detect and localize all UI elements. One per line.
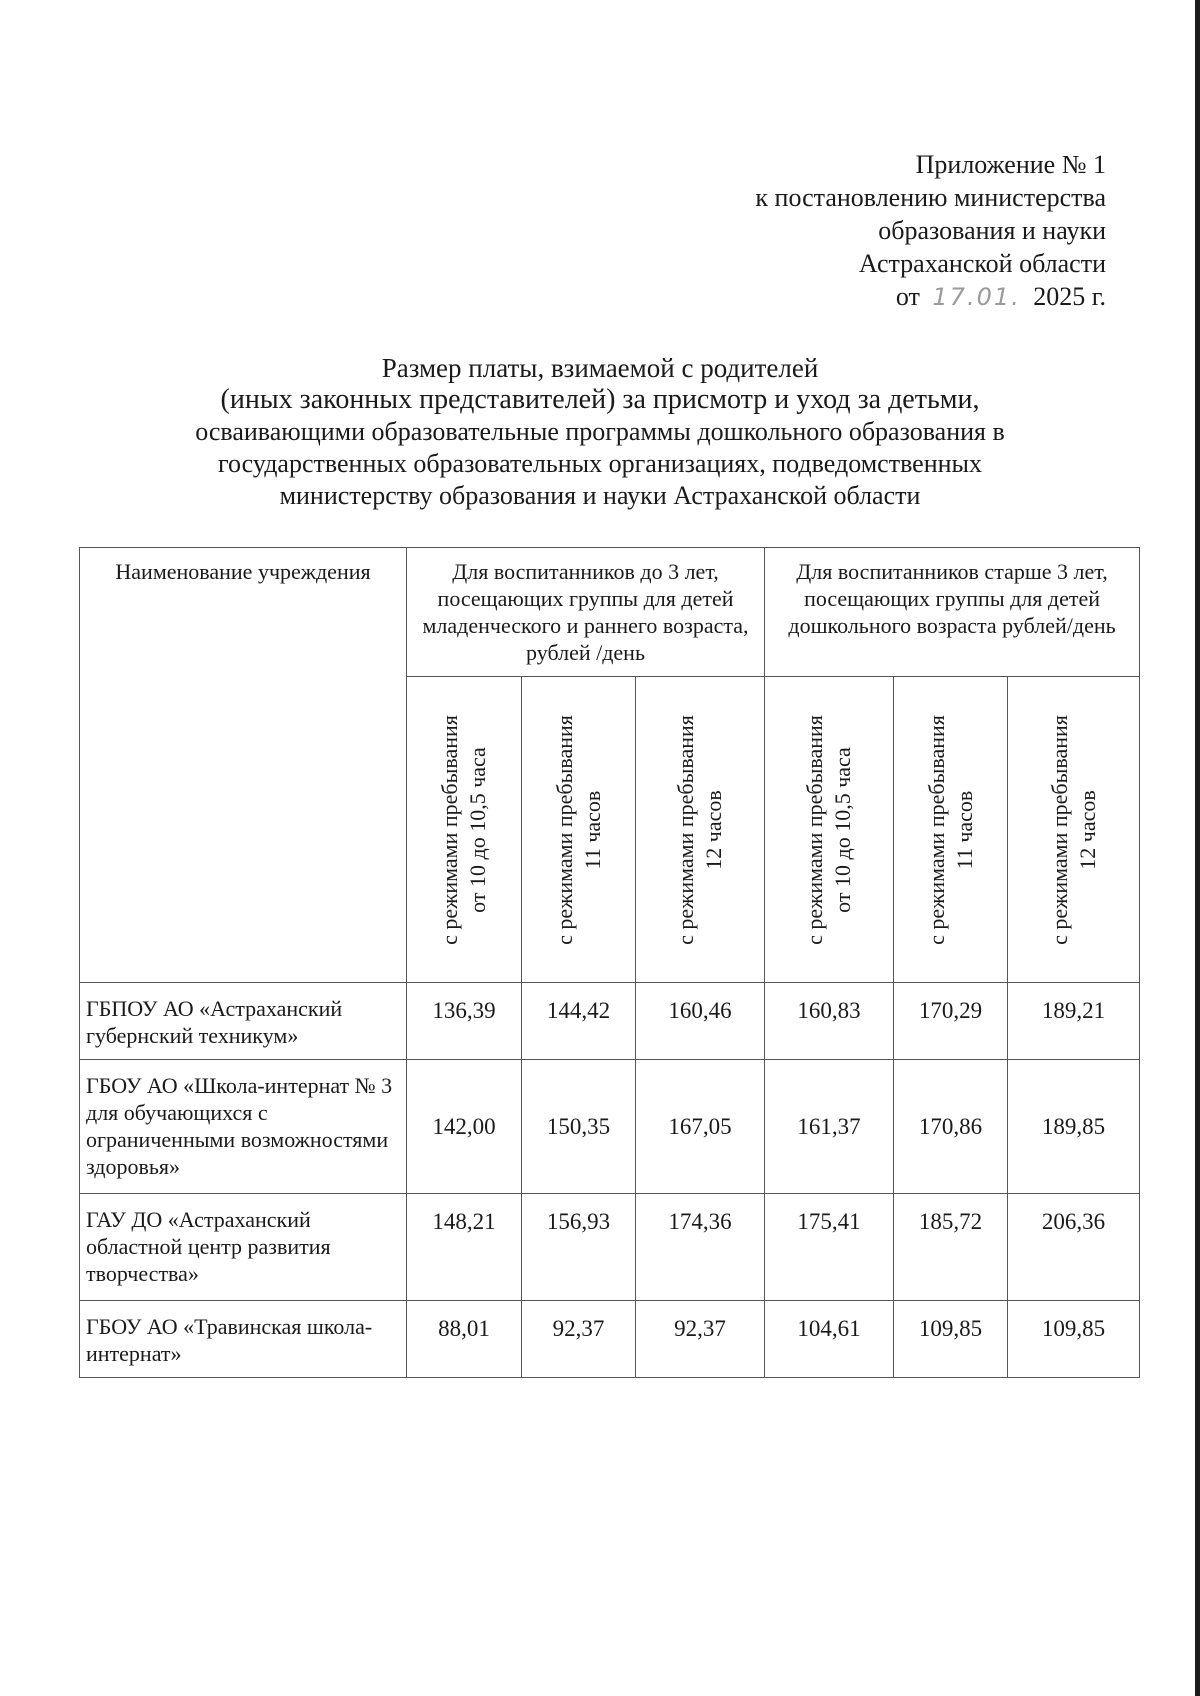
fees-table	[79, 547, 1140, 1378]
subheader-line: с режимами пребывания	[437, 714, 462, 945]
institution-name: ГБОУ АО «Школа-интернат № 3 для обучающихся с ограниченными возможностями здоровья»	[80, 1060, 407, 1194]
fee-value: 206,36	[1008, 1194, 1140, 1301]
appendix-line: образования и науки	[878, 216, 1106, 245]
fee-value: 185,72	[894, 1194, 1008, 1301]
subheader-line: с режимами пребывания	[1046, 714, 1072, 945]
institution-name: ГБОУ АО «Травинская школа-интернат»	[80, 1301, 407, 1378]
fee-value: 174,36	[636, 1194, 765, 1301]
fee-value: 189,21	[1008, 983, 1140, 1060]
institution-name: ГАУ ДО «Астраханский областной центр развития творчества»	[80, 1194, 407, 1301]
header-institution-name: Наименование учреждения	[80, 548, 407, 983]
fee-value: 189,85	[1008, 1060, 1140, 1194]
header-group-over-3: Для воспитанников старше 3 лет, посещающих группы для детей дошкольного возраста рублей/день	[765, 548, 1140, 677]
table-row	[80, 1301, 1140, 1378]
subheader-line: от 10 до 10,5 часа	[830, 746, 856, 913]
fee-value: 92,37	[636, 1301, 765, 1378]
handwritten-date: 17.01.	[932, 283, 1021, 311]
subheader-mode	[407, 677, 522, 983]
fee-value: 150,35	[522, 1060, 636, 1194]
fee-value: 170,29	[894, 983, 1008, 1060]
fee-value: 156,93	[522, 1194, 636, 1301]
subheader-line: 11 часов	[579, 790, 605, 869]
fee-value: 92,37	[522, 1301, 636, 1378]
appendix-date	[755, 280, 1106, 314]
subheader-line: с режимами пребывания	[802, 714, 828, 945]
title-line: (иных законных представителей) за присмотр и уход за детьми,	[220, 384, 980, 415]
subheader-mode	[636, 677, 765, 983]
subheader-line: от 10 до 10,5 часа	[465, 746, 490, 913]
appendix-block	[755, 148, 1106, 314]
title-line: министерству образования и науки Астраханской области	[279, 481, 921, 510]
title-line: осваивающими образовательные программы дошкольного образования в	[195, 417, 1005, 446]
fee-value: 136,39	[407, 983, 522, 1060]
subheader-line: с режимами пребывания	[673, 714, 699, 945]
appendix-line: к постановлению министерства	[755, 183, 1106, 212]
date-prefix: от	[895, 282, 920, 311]
fee-value: 161,37	[765, 1060, 894, 1194]
subheader-mode	[1008, 677, 1140, 983]
subheader-mode	[522, 677, 636, 983]
fee-value: 109,85	[894, 1301, 1008, 1378]
fee-value: 170,86	[894, 1060, 1008, 1194]
subheader-line: 12 часов	[1074, 789, 1100, 870]
fee-value: 160,83	[765, 983, 894, 1060]
subheader-mode	[894, 677, 1008, 983]
subheader-line: 12 часов	[701, 789, 727, 870]
subheader-mode	[765, 677, 894, 983]
date-year: 2025 г.	[1033, 282, 1106, 311]
table-row	[80, 1194, 1140, 1301]
fee-value: 144,42	[522, 983, 636, 1060]
fee-value: 142,00	[407, 1060, 522, 1194]
subheader-line: 11 часов	[951, 790, 977, 869]
fee-value: 88,01	[407, 1301, 522, 1378]
table-row	[80, 983, 1140, 1060]
fee-value: 167,05	[636, 1060, 765, 1194]
fee-value: 109,85	[1008, 1301, 1140, 1378]
table-row	[80, 1060, 1140, 1194]
subheader-line: с режимами пребывания	[551, 714, 577, 945]
fee-value: 160,46	[636, 983, 765, 1060]
title-line: Размер платы, взимаемой с родителей	[381, 353, 819, 383]
title-line: государственных образовательных организациях, подведомственных	[217, 449, 983, 478]
scan-edge-shadow	[1195, 0, 1200, 1696]
institution-name: ГБПОУ АО «Астраханский губернский техникум»	[80, 983, 407, 1060]
appendix-line: Астраханской области	[858, 249, 1106, 278]
document-title	[120, 352, 1080, 512]
fee-value: 104,61	[765, 1301, 894, 1378]
header-group-under-3: Для воспитанников до 3 лет, посещающих группы для детей младенческого и раннего возраста, рублей /день	[407, 548, 765, 677]
subheader-line: с режимами пребывания	[923, 714, 949, 945]
fee-value: 175,41	[765, 1194, 894, 1301]
fee-value: 148,21	[407, 1194, 522, 1301]
appendix-line: Приложение № 1	[915, 150, 1106, 179]
